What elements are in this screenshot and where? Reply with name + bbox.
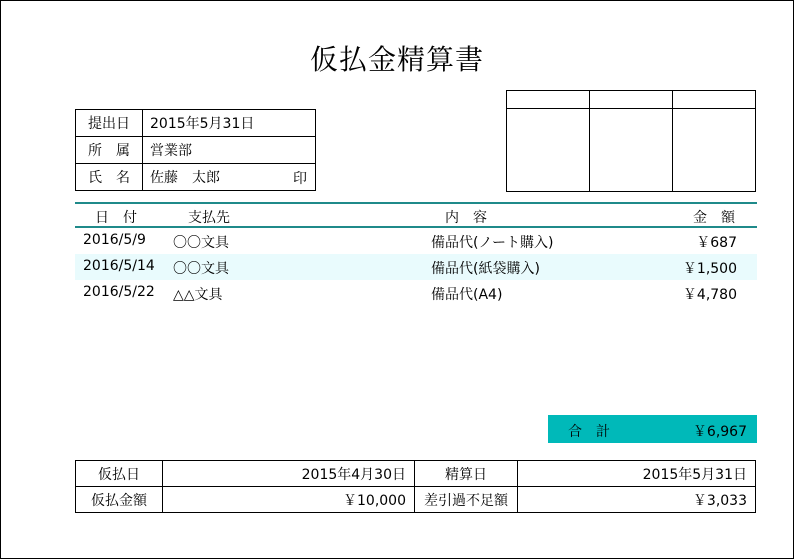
expense-row xyxy=(75,254,757,280)
item-description: 備品代(ノート購入) xyxy=(431,235,554,251)
settlement-date-value: 2015年5月31日 xyxy=(518,461,756,487)
approval-stamp-boxes xyxy=(506,90,756,192)
item-amount: ￥687 xyxy=(696,235,737,251)
name-value: 佐藤 太郎 xyxy=(150,170,220,186)
expense-row xyxy=(75,228,757,254)
advance-amount-value: ￥10,000 xyxy=(163,487,415,513)
document-title: 仮払金精算書 xyxy=(309,43,484,76)
applicant-info-table xyxy=(75,109,316,191)
name-label: 氏 名 xyxy=(76,164,143,191)
item-description: 備品代(紙袋購入) xyxy=(431,261,540,277)
approval-stamp-row xyxy=(507,109,756,192)
name-cell xyxy=(143,164,316,191)
expense-row xyxy=(75,280,757,306)
header-date: 日 付 xyxy=(95,210,137,226)
items-header-row xyxy=(75,202,757,228)
item-payee: 〇〇文具 xyxy=(173,261,229,277)
difference-value: ￥3,033 xyxy=(518,487,756,513)
item-payee: △△文具 xyxy=(173,287,223,303)
department-label: 所 属 xyxy=(76,137,143,164)
department-value: 営業部 xyxy=(143,137,316,164)
item-date: 2016/5/22 xyxy=(83,284,155,300)
advance-amount-label: 仮払金額 xyxy=(76,487,163,513)
approval-stamp-cell xyxy=(590,109,673,192)
item-date: 2016/5/9 xyxy=(83,232,146,248)
header-amount: 金 額 xyxy=(693,210,735,226)
total-bar xyxy=(548,415,757,443)
submit-date-label: 提出日 xyxy=(76,110,143,137)
header-description: 内 容 xyxy=(445,210,487,226)
seal-mark: 印 xyxy=(293,171,307,187)
approval-header-cell xyxy=(507,91,590,109)
approval-header-cell xyxy=(590,91,673,109)
settlement-date-label: 精算日 xyxy=(415,461,518,487)
approval-header-cell xyxy=(673,91,756,109)
summary-row-dates xyxy=(76,461,756,487)
item-amount: ￥4,780 xyxy=(682,287,737,303)
difference-label: 差引過不足額 xyxy=(415,487,518,513)
header-payee: 支払先 xyxy=(188,210,230,226)
approval-header-row xyxy=(507,91,756,109)
item-payee: 〇〇文具 xyxy=(173,235,229,251)
approval-stamp-cell xyxy=(507,109,590,192)
total-value: ￥6,967 xyxy=(692,424,747,440)
summary-row-amounts xyxy=(76,487,756,513)
item-amount: ￥1,500 xyxy=(682,261,737,277)
submit-date-value: 2015年5月31日 xyxy=(143,110,316,137)
advance-date-value: 2015年4月30日 xyxy=(163,461,415,487)
approval-stamp-cell xyxy=(673,109,756,192)
name-row xyxy=(76,164,316,191)
total-label: 合 計 xyxy=(568,424,610,440)
settlement-summary-table xyxy=(75,460,756,513)
advance-date-label: 仮払日 xyxy=(76,461,163,487)
expense-items-table xyxy=(75,202,757,306)
submit-date-row xyxy=(76,110,316,137)
item-description: 備品代(A4) xyxy=(431,287,503,303)
item-date: 2016/5/14 xyxy=(83,258,155,274)
department-row xyxy=(76,137,316,164)
